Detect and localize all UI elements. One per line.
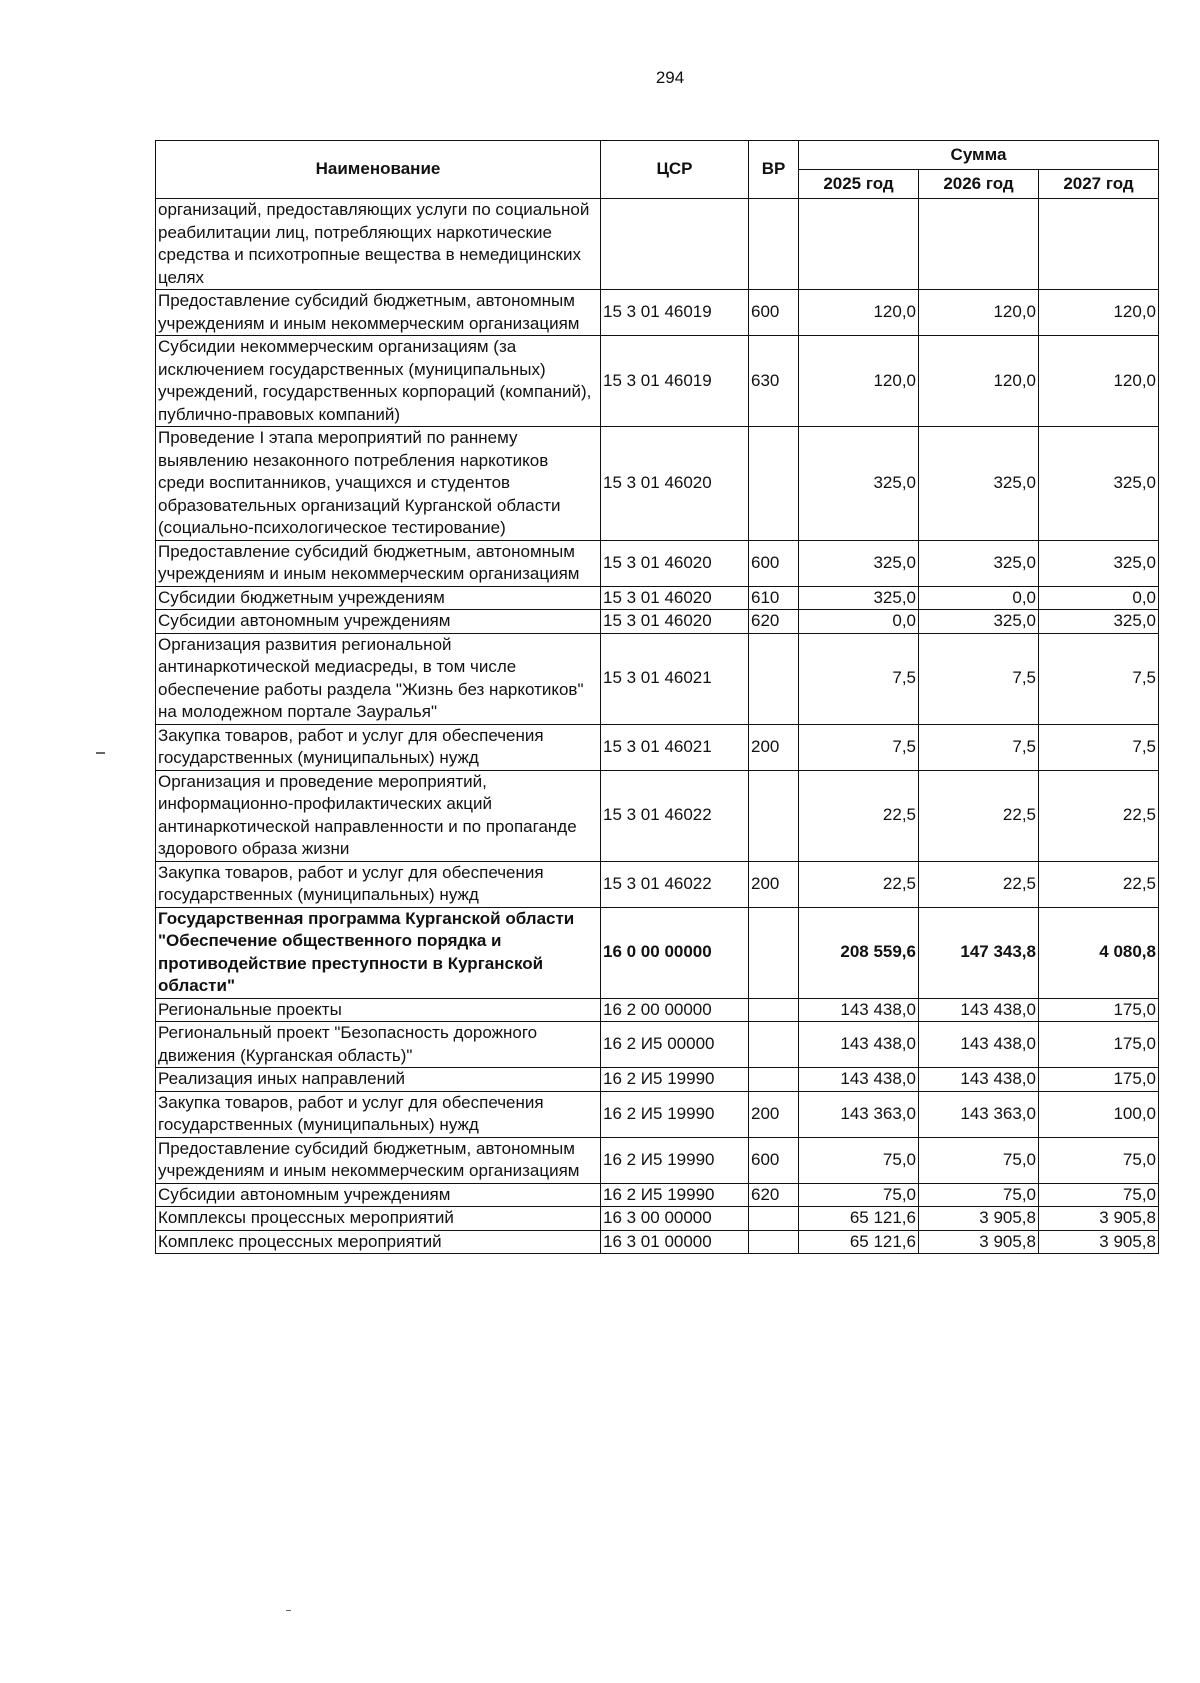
table-row [156, 427, 1159, 541]
cell-2025: 208 559,6 [799, 907, 919, 998]
cell-name: Региональный проект "Безопасность дорожного движения (Курганская область)" [156, 1022, 601, 1068]
budget-table [155, 140, 1159, 1254]
table-row [156, 1022, 1159, 1068]
cell-name: Организация развития региональной антинаркотической медиасреды, в том числе обеспечение работы раздела "Жизнь без наркотиков" на молодежном портале Зауралья" [156, 633, 601, 724]
cell-2026 [919, 199, 1039, 290]
cell-name: Реализация иных направлений [156, 1068, 601, 1092]
table-row [156, 1207, 1159, 1231]
scan-mark [286, 1610, 291, 1611]
page-number: 294 [655, 68, 685, 87]
cell-2026: 143 438,0 [919, 1068, 1039, 1092]
cell-csr: 15 3 01 46022 [601, 861, 749, 907]
cell-2026: 75,0 [919, 1137, 1039, 1183]
cell-name: Предоставление субсидий бюджетным, автономным учреждениям и иным некоммерческим организациям [156, 1137, 601, 1183]
cell-2025: 7,5 [799, 633, 919, 724]
table-row [156, 861, 1159, 907]
cell-2027 [1039, 199, 1159, 290]
cell-2027: 22,5 [1039, 770, 1159, 861]
cell-name: Предоставление субсидий бюджетным, автономным учреждениям и иным некоммерческим организациям [156, 290, 601, 336]
cell-name: Государственная программа Курганской области "Обеспечение общественного порядка и противодействие преступности в Курганской области" [156, 907, 601, 998]
cell-csr: 16 2 И5 19990 [601, 1068, 749, 1092]
cell-csr: 15 3 01 46021 [601, 724, 749, 770]
cell-2026: 325,0 [919, 427, 1039, 541]
cell-name: Субсидии автономным учреждениям [156, 1183, 601, 1207]
cell-2027: 75,0 [1039, 1183, 1159, 1207]
cell-vr: 600 [749, 290, 799, 336]
cell-vr [749, 998, 799, 1022]
cell-2026: 0,0 [919, 586, 1039, 610]
cell-2026: 7,5 [919, 633, 1039, 724]
cell-2025: 75,0 [799, 1137, 919, 1183]
cell-name: Субсидии бюджетным учреждениям [156, 586, 601, 610]
cell-name: Субсидии некоммерческим организациям (за исключением государственных (муниципальных) учреждений, государственных корпораций (компаний), публично-правовых компаний) [156, 336, 601, 427]
cell-2025: 22,5 [799, 770, 919, 861]
cell-name: Предоставление субсидий бюджетным, автономным учреждениям и иным некоммерческим организациям [156, 540, 601, 586]
cell-2026: 147 343,8 [919, 907, 1039, 998]
table-row [156, 633, 1159, 724]
cell-2027: 325,0 [1039, 610, 1159, 634]
cell-2026: 143 438,0 [919, 998, 1039, 1022]
header-2026: 2026 год [919, 170, 1039, 199]
cell-2026: 3 905,8 [919, 1207, 1039, 1231]
header-2027: 2027 год [1039, 170, 1159, 199]
cell-vr: 620 [749, 610, 799, 634]
cell-2025: 325,0 [799, 427, 919, 541]
cell-csr: 16 2 И5 00000 [601, 1022, 749, 1068]
cell-2026: 75,0 [919, 1183, 1039, 1207]
cell-2025: 325,0 [799, 540, 919, 586]
cell-2027: 175,0 [1039, 1022, 1159, 1068]
cell-name: Комплексы процессных мероприятий [156, 1207, 601, 1231]
header-2025: 2025 год [799, 170, 919, 199]
table-row [156, 199, 1159, 290]
cell-2025: 22,5 [799, 861, 919, 907]
cell-name: Закупка товаров, работ и услуг для обеспечения государственных (муниципальных) нужд [156, 1091, 601, 1137]
cell-name: Организация и проведение мероприятий, информационно-профилактических акций антинаркотической направленности и по пропаганде здорового образа жизни [156, 770, 601, 861]
cell-2026: 325,0 [919, 610, 1039, 634]
cell-2025: 120,0 [799, 336, 919, 427]
cell-vr [749, 907, 799, 998]
cell-2027: 7,5 [1039, 633, 1159, 724]
cell-2027: 3 905,8 [1039, 1207, 1159, 1231]
table-row [156, 1230, 1159, 1254]
cell-name: Закупка товаров, работ и услуг для обеспечения государственных (муниципальных) нужд [156, 724, 601, 770]
cell-vr: 620 [749, 1183, 799, 1207]
cell-csr: 16 3 01 00000 [601, 1230, 749, 1254]
cell-vr: 200 [749, 1091, 799, 1137]
table-row [156, 1068, 1159, 1092]
cell-2025: 143 438,0 [799, 998, 919, 1022]
cell-vr [749, 1207, 799, 1231]
cell-name: Региональные проекты [156, 998, 601, 1022]
cell-2025: 325,0 [799, 586, 919, 610]
table-row [156, 1137, 1159, 1183]
cell-2026: 120,0 [919, 290, 1039, 336]
cell-csr: 16 2 И5 19990 [601, 1091, 749, 1137]
cell-2027: 325,0 [1039, 427, 1159, 541]
cell-2025: 0,0 [799, 610, 919, 634]
cell-2026: 143 363,0 [919, 1091, 1039, 1137]
cell-csr: 16 2 00 00000 [601, 998, 749, 1022]
cell-csr: 16 2 И5 19990 [601, 1137, 749, 1183]
table-body [156, 199, 1159, 1254]
cell-2027: 3 905,8 [1039, 1230, 1159, 1254]
cell-2025 [799, 199, 919, 290]
cell-vr [749, 199, 799, 290]
cell-2027: 175,0 [1039, 998, 1159, 1022]
cell-2025: 75,0 [799, 1183, 919, 1207]
cell-vr: 600 [749, 1137, 799, 1183]
cell-2026: 143 438,0 [919, 1022, 1039, 1068]
cell-2027: 100,0 [1039, 1091, 1159, 1137]
cell-2026: 325,0 [919, 540, 1039, 586]
table-row [156, 540, 1159, 586]
cell-csr: 16 0 00 00000 [601, 907, 749, 998]
cell-2027: 120,0 [1039, 290, 1159, 336]
table-row [156, 724, 1159, 770]
cell-vr [749, 770, 799, 861]
cell-vr [749, 1230, 799, 1254]
cell-name: Закупка товаров, работ и услуг для обеспечения государственных (муниципальных) нужд [156, 861, 601, 907]
cell-2027: 75,0 [1039, 1137, 1159, 1183]
cell-vr: 610 [749, 586, 799, 610]
cell-2025: 65 121,6 [799, 1207, 919, 1231]
table-row [156, 770, 1159, 861]
cell-csr: 15 3 01 46019 [601, 290, 749, 336]
cell-vr: 200 [749, 861, 799, 907]
scan-mark [96, 752, 105, 754]
cell-2025: 65 121,6 [799, 1230, 919, 1254]
cell-vr [749, 633, 799, 724]
header-sum: Сумма [799, 141, 1159, 170]
cell-2027: 22,5 [1039, 861, 1159, 907]
cell-name: Комплекс процессных мероприятий [156, 1230, 601, 1254]
cell-2027: 7,5 [1039, 724, 1159, 770]
cell-vr [749, 1068, 799, 1092]
table-row [156, 998, 1159, 1022]
cell-2027: 325,0 [1039, 540, 1159, 586]
cell-csr: 15 3 01 46020 [601, 427, 749, 541]
cell-csr: 16 2 И5 19990 [601, 1183, 749, 1207]
cell-csr: 15 3 01 46020 [601, 610, 749, 634]
cell-csr: 15 3 01 46021 [601, 633, 749, 724]
table-row [156, 907, 1159, 998]
cell-vr [749, 427, 799, 541]
header-csr: ЦСР [601, 141, 749, 199]
cell-name: Субсидии автономным учреждениям [156, 610, 601, 634]
cell-csr: 15 3 01 46020 [601, 586, 749, 610]
header-name: Наименование [156, 141, 601, 199]
cell-vr: 200 [749, 724, 799, 770]
table-row [156, 610, 1159, 634]
cell-2027: 175,0 [1039, 1068, 1159, 1092]
cell-2025: 120,0 [799, 290, 919, 336]
cell-2026: 22,5 [919, 861, 1039, 907]
cell-2025: 143 438,0 [799, 1022, 919, 1068]
cell-vr: 630 [749, 336, 799, 427]
table-row [156, 336, 1159, 427]
table-row [156, 1091, 1159, 1137]
cell-2025: 143 363,0 [799, 1091, 919, 1137]
cell-2026: 120,0 [919, 336, 1039, 427]
cell-2027: 120,0 [1039, 336, 1159, 427]
cell-2025: 7,5 [799, 724, 919, 770]
cell-csr [601, 199, 749, 290]
cell-2026: 3 905,8 [919, 1230, 1039, 1254]
table-row [156, 586, 1159, 610]
cell-2026: 22,5 [919, 770, 1039, 861]
cell-2026: 7,5 [919, 724, 1039, 770]
table-row [156, 1183, 1159, 1207]
cell-2025: 143 438,0 [799, 1068, 919, 1092]
cell-vr: 600 [749, 540, 799, 586]
cell-name: организаций, предоставляющих услуги по социальной реабилитации лиц, потребляющих наркотические средства и психотропные вещества в немедицинских целях [156, 199, 601, 290]
header-vr: ВР [749, 141, 799, 199]
cell-2027: 0,0 [1039, 586, 1159, 610]
cell-csr: 15 3 01 46020 [601, 540, 749, 586]
table-row [156, 290, 1159, 336]
cell-vr [749, 1022, 799, 1068]
cell-name: Проведение I этапа мероприятий по раннему выявлению незаконного потребления наркотиков среди воспитанников, учащихся и студентов образовательных организаций Курганской области (социально-психологическое тестирование) [156, 427, 601, 541]
cell-2027: 4 080,8 [1039, 907, 1159, 998]
cell-csr: 15 3 01 46022 [601, 770, 749, 861]
cell-csr: 16 3 00 00000 [601, 1207, 749, 1231]
cell-csr: 15 3 01 46019 [601, 336, 749, 427]
